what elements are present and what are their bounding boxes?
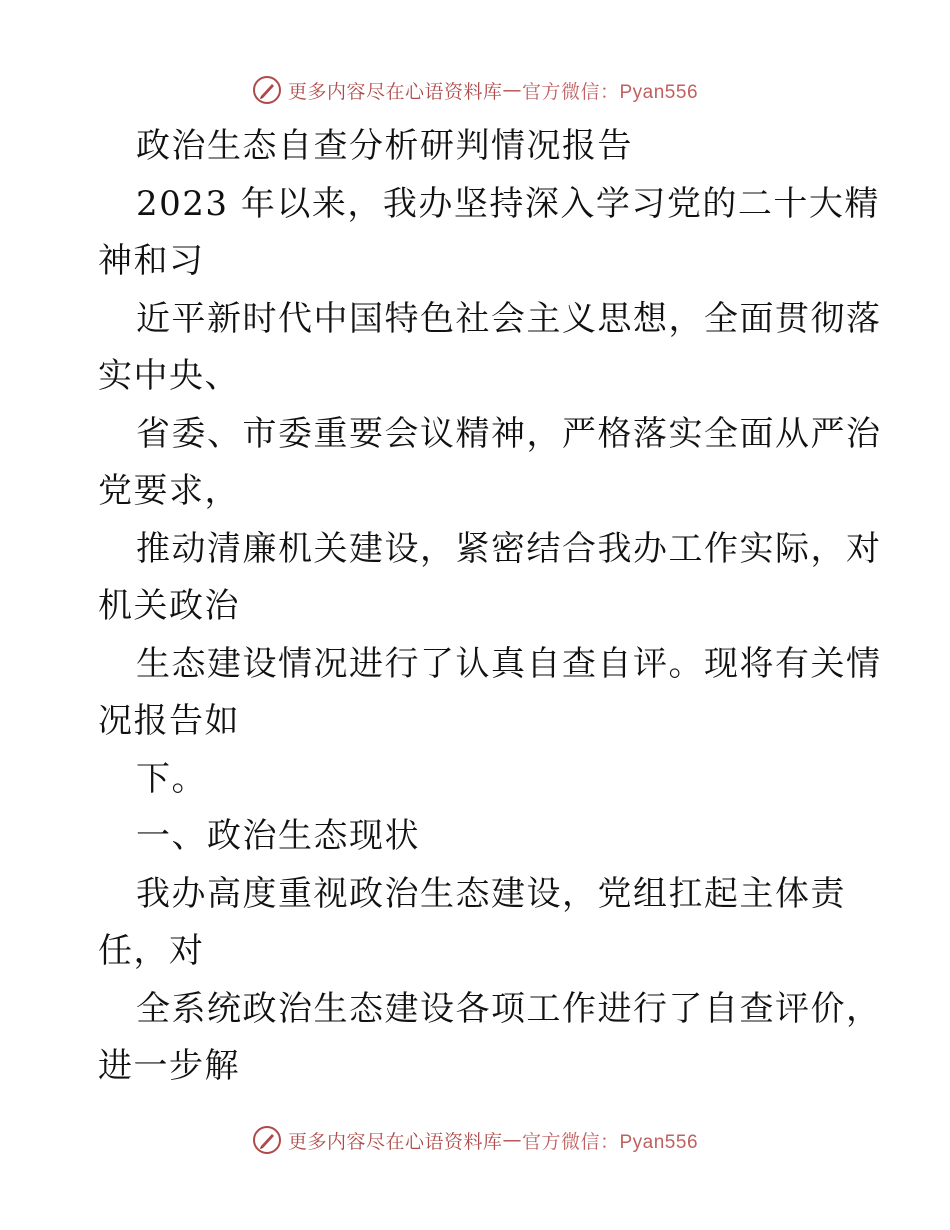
document-body — [98, 118, 882, 1096]
watermark-separator: — — [502, 79, 522, 101]
paragraph-line: 全系统政治生态建设各项工作进行了自查评价， — [136, 988, 882, 1029]
pen-logo-icon — [252, 1125, 282, 1155]
watermark-header — [0, 72, 950, 108]
paragraph-line: 实中央、 — [98, 356, 240, 396]
watermark-separator: — — [502, 1129, 522, 1151]
watermark-contact: 官方微信：Pyan556 — [522, 1131, 699, 1153]
paragraph-line: 机关政治 — [98, 586, 240, 626]
paragraph-line: 推动清廉机关建设，紧密结合我办工作实际，对 — [136, 528, 882, 569]
paragraph-line: 况报告如 — [98, 701, 240, 741]
paragraph-line: 任，对 — [98, 931, 205, 971]
section-heading: 一、政治生态现状 — [136, 816, 420, 856]
paragraph-line: 下。 — [136, 758, 207, 799]
paragraph-line: 进一步解 — [98, 1046, 240, 1086]
paragraph-line: 2023 年以来，我办坚持深入学习党的二十大精 — [136, 183, 880, 224]
watermark-text: 更多内容尽在心语资料库 — [287, 80, 503, 103]
paragraph-line: 生态建设情况进行了认真自查自评。现将有关情 — [136, 643, 882, 684]
paragraph-line: 党要求， — [98, 471, 240, 511]
pen-logo-icon — [252, 75, 282, 105]
paragraph-line: 近平新时代中国特色社会主义思想，全面贯彻落 — [136, 298, 882, 339]
paragraph-line: 我办高度重视政治生态建设，党组扛起主体责 — [136, 873, 846, 914]
paragraph-line: 省委、市委重要会议精神，严格落实全面从严治 — [136, 413, 882, 454]
document-title: 政治生态自查分析研判情况报告 — [136, 126, 633, 166]
watermark-contact: 官方微信：Pyan556 — [522, 81, 699, 103]
paragraph-line: 神和习 — [98, 241, 205, 281]
watermark-text: 更多内容尽在心语资料库 — [287, 1130, 503, 1153]
watermark-footer — [0, 1122, 950, 1158]
